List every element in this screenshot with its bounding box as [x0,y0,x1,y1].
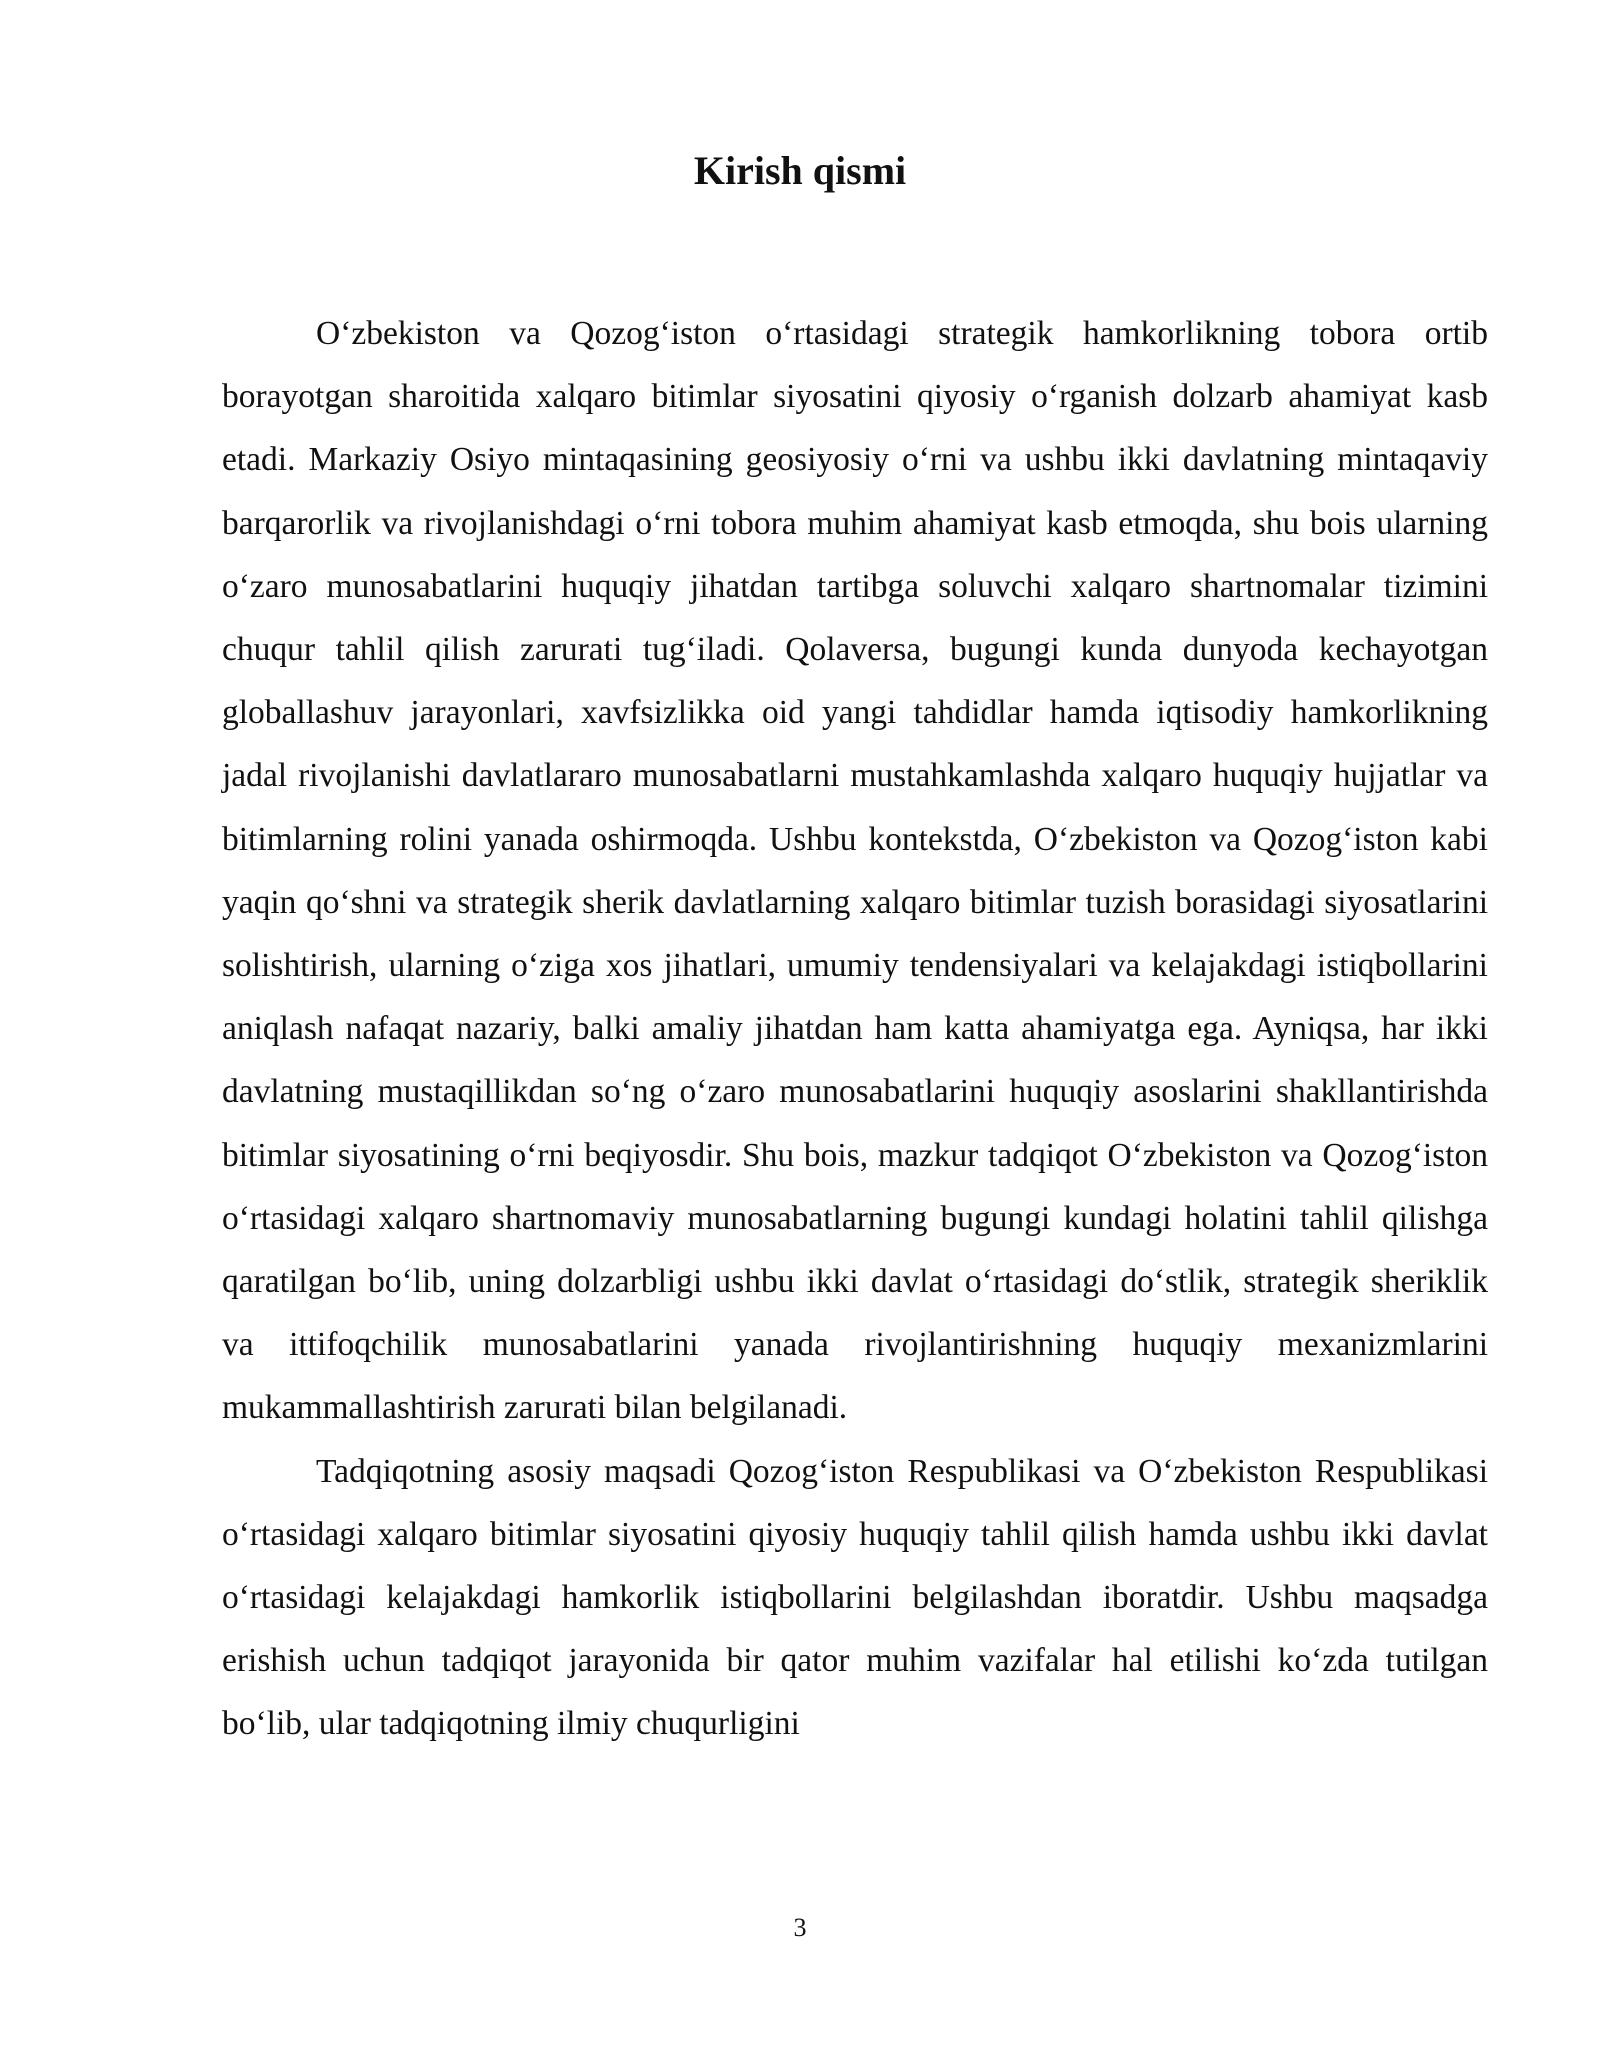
page-number: 3 [793,1913,807,1942]
paragraph-introduction: O‘zbekiston va Qozog‘iston o‘rtasidagi strategik hamkorlikning tobora ortib borayotgan sharoitida xalqaro bitimlar siyosatini qiyosiy o‘rganish dolzarb ahamiyat kasb etadi. Markaziy Osiyo mintaqasining geosiyosiy o‘rni va ushbu ikki davlatning mintaqaviy barqarorlik va rivojlanishdagi o‘rni tobora muhim ahamiyat kasb etmoqda, shu bois ularning o‘zaro munosabatlarini huquqiy jihatdan tartibga soluvchi xalqaro shartnomalar tizimini chuqur tahlil qilish zarurati tug‘iladi. Qolaversa, bugungi kunda dunyoda kechayotgan globallashuv jarayonlari, xavfsizlikka oid yangi tahdidlar hamda iqtisodiy hamkorlikning jadal rivojlanishi davlatlararo munosabatlarni mustahkamlashda xalqaro huquqiy hujjatlar va bitimlarning rolini yanada oshirmoqda. Ushbu kontekstda, O‘zbekiston va Qozog‘iston kabi yaqin qo‘shni va strategik sherik davlatlarning xalqaro bitimlar tuzish borasidagi siyosatlarini solishtirish, ularning o‘ziga xos jihatlari, umumiy tendensiyalari va kelajakdagi istiqbollarini aniqlash nafaqat nazariy, balki amaliy jihatdan ham katta ahamiyatga ega. Ayniqsa, har ikki davlatning mustaqillikdan so‘ng o‘zaro munosabatlarini huquqiy asoslarini shakllantirishda bitimlar siyosatining o‘rni beqiyosdir. Shu bois, mazkur tadqiqot O‘zbekiston va Qozog‘iston o‘rtasidagi xalqaro shartnomaviy munosabatlarning bugungi kundagi holatini tahlil qilishga qaratilgan bo‘lib, uning dolzarbligi ushbu ikki davlat o‘rtasidagi do‘stlik, strategik sheriklik va ittifoqchilik munosabatlarini yanada rivojlantirishning huquqiy mexanizmlarini mukammallashtirish zarurati bilan belgilanadi. [222,315,1488,1427]
body-text [222,302,1488,1756]
page-title: Kirish qismi [693,148,907,193]
paragraph-research-goal: Tadqiqotning asosiy maqsadi Qozog‘iston Respublikasi va O‘zbekiston Respublikasi o‘rtasidagi xalqaro bitimlar siyosatini qiyosiy huquqiy tahlil qilish hamda ushbu ikki davlat o‘rtasidagi kelajakdagi hamkorlik istiqbollarini belgilashdan iboratdir. Ushbu maqsadga erishish uchun tadqiqot jarayonida bir qator muhim vazifalar hal etilishi ko‘zda tutilgan bo‘lib, ular tadqiqotning ilmiy chuqurligini [222,1452,1488,1743]
